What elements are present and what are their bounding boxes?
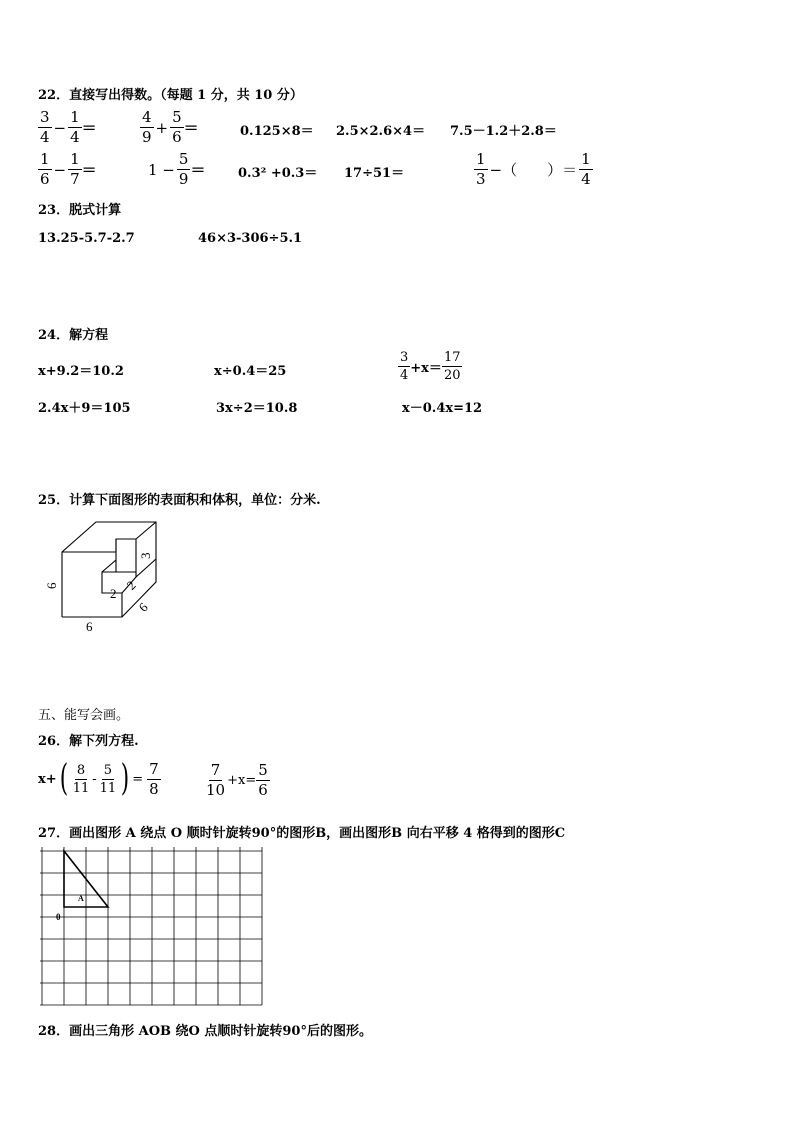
q22-item-6: $\frac{1}{6}$ − $\frac{1}{7}$ ＝ xyxy=(40,150,97,188)
fraction: $\frac{5}{6}$ xyxy=(258,761,268,799)
fraction: $\frac{7}{10}$ xyxy=(206,761,226,799)
q26-eq-2: $\frac{7}{10}$ +x= $\frac{5}{6}$ xyxy=(206,761,268,799)
q22-item-4: 2.5×2.6×4＝ xyxy=(336,124,426,139)
q24-eq-5: 3x÷2＝10.8 xyxy=(216,401,298,416)
q24-eq-2: x÷0.4＝25 xyxy=(214,364,287,379)
fraction: $\frac{1}{4}$ xyxy=(581,150,591,188)
q24-eq-4: 2.4x＋9＝105 xyxy=(38,401,131,416)
q23-expr-2: 46×3-306÷5.1 xyxy=(198,231,303,246)
fraction: $\frac{5}{9}$ xyxy=(178,150,189,188)
q24-eq-3: $\frac{3}{4}$ +x＝ $\frac{17}{20}$ xyxy=(400,350,461,383)
label-o: 0 xyxy=(56,912,61,922)
label-depth: 6 xyxy=(135,599,151,615)
label-a: A xyxy=(78,894,84,903)
label-width: 6 xyxy=(86,619,93,634)
q22-title: 22．直接写出得数。（每题 1 分，共 10 分） xyxy=(38,88,303,103)
fraction: $\frac{1}{3}$ xyxy=(476,150,486,188)
fraction: $\frac{3}{4}$ xyxy=(400,350,409,383)
fraction: $\frac{1}{4}$ xyxy=(70,108,80,146)
fraction: $\frac{8}{11}$ xyxy=(72,762,90,796)
q24-eq-1: x+9.2＝10.2 xyxy=(38,364,124,379)
q22-item-10: $\frac{1}{3}$ −（ ）＝ $\frac{1}{4}$ xyxy=(476,150,591,188)
q22-item-9: 17÷51＝ xyxy=(344,166,405,181)
q27-title: 27．画出图形 A 绕点 O 顺时针旋转90°的图形B，画出图形B 向右平移 4 格得到的图形C xyxy=(38,826,566,841)
q24-title: 24．解方程 xyxy=(38,328,109,343)
fraction: $\frac{4}{9}$ xyxy=(142,108,152,146)
q24-eq-6: x－0.4x=12 xyxy=(402,401,483,416)
fraction: $\frac{5}{6}$ xyxy=(172,108,182,146)
q23-title: 23．脱式计算 xyxy=(38,203,122,218)
label-notch-height: 3 xyxy=(138,552,153,559)
label-notch-width: 2 xyxy=(110,586,117,601)
q25-title: 25．计算下面图形的表面积和体积，单位：分米. xyxy=(38,493,321,508)
q22-item-8: 0.3² +0.3＝ xyxy=(238,166,318,181)
q22-item-2: $\frac{4}{9}$ + $\frac{5}{6}$ ＝ xyxy=(142,108,199,146)
q28-title: 28．画出三角形 AOB 绕O 点顺时针旋转90°后的图形。 xyxy=(38,1024,372,1039)
q22-item-3: 0.125×8＝ xyxy=(240,124,314,139)
q22-item-1: $\frac{3}{4}$ − $\frac{1}{4}$ ＝ xyxy=(40,108,97,146)
q22-item-7: 1 − $\frac{5}{9}$ ＝ xyxy=(148,150,206,188)
fraction: $\frac{3}{4}$ xyxy=(40,108,50,146)
label-height: 6 xyxy=(44,582,59,589)
q26-eq-1: x+ ( $\frac{8}{11}$ - $\frac{5}{11}$ ) = $\frac{7}{8}$ xyxy=(38,758,159,799)
fraction: $\frac{17}{20}$ xyxy=(443,350,461,383)
fraction: $\frac{1}{6}$ xyxy=(40,150,50,188)
q26-title: 26．解下列方程. xyxy=(38,734,139,749)
q23-expr-1: 13.25-5.7-2.7 xyxy=(38,231,135,246)
section-5-heading: 五、能写会画。 xyxy=(38,708,130,723)
grid-figure xyxy=(40,846,270,1008)
label-notch-depth: 2 xyxy=(123,577,139,593)
cuboid-figure xyxy=(40,515,170,635)
q22-item-5: 7.5－1.2＋2.8＝ xyxy=(450,124,557,139)
fraction: $\frac{1}{7}$ xyxy=(70,150,80,188)
fraction: $\frac{7}{8}$ xyxy=(149,759,159,798)
fraction: $\frac{5}{11}$ xyxy=(99,762,117,796)
